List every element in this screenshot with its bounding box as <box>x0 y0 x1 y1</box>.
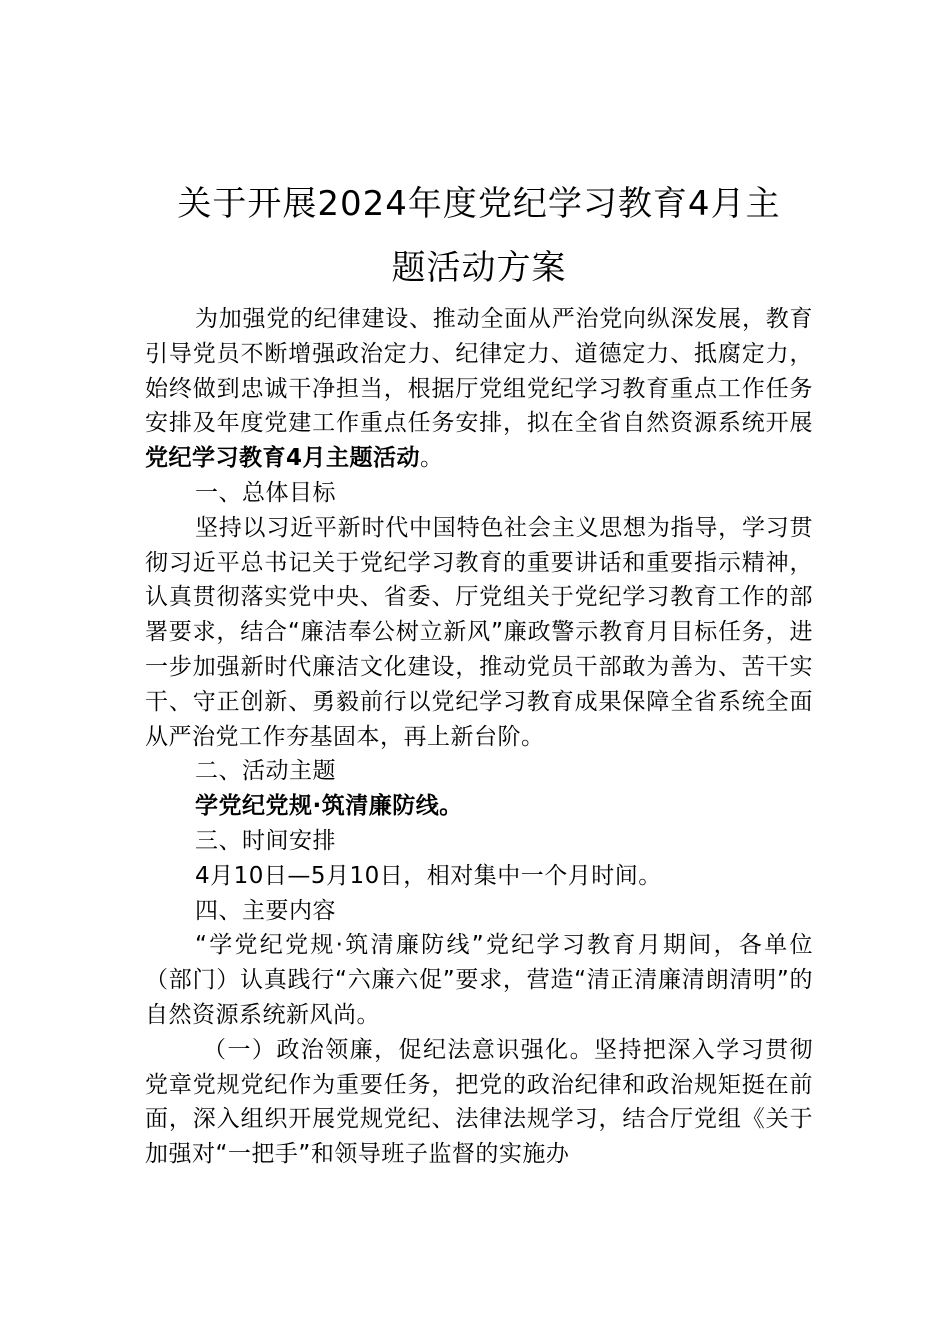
section-1-heading: 一、总体目标 <box>195 479 336 506</box>
intro-end: 。 <box>420 445 444 472</box>
section-4-heading: 四、主要内容 <box>195 897 336 924</box>
section-3-heading: 三、时间安排 <box>195 827 336 854</box>
title-line-2: 题活动方案 <box>391 248 567 288</box>
section-1-body: 坚持以习近平新时代中国特色社会主义思想为指导，学习贯彻习近平总书记关于党纪学习教育的重要讲话和重要指示精神，认真贯彻落实党中央、省委、厅党组关于党纪学习教育工作的部署要求，结合“廉洁奉公树立新风”廉政警示教育月目标任务，进一步加强新时代廉洁文化建设，推动党员干部敢为善为、苦干实干、守正创新、勇毅前行以党纪学习教育成果保障全省系统全面从严治党工作夯基固本，再上新台阶。 <box>145 514 813 750</box>
title-line-1: 关于开展2024年度党纪学习教育4月主 <box>177 184 781 224</box>
intro-bold-text: 党纪学习教育4月主题活动 <box>145 445 421 472</box>
intro-text: 为加强党的纪律建设、推动全面从严治党向纵深发展，教育引导党员不断增强政治定力、纪律定力、道德定力、抵腐定力，始终做到忠诚干净担当，根据厅党组党纪学习教育重点工作任务安排及年度党建工作重点任务安排，拟在全省自然资源系统开展 <box>145 306 813 437</box>
document-title <box>145 172 813 300</box>
section-4-item-1: （一）政治领廉，促纪法意识强化。坚持把深入学习贯彻党章党规党纪作为重要任务，把党的政治纪律和政治规矩挺在前面，深入组织开展党规党纪、法律法规学习，结合厅党组《关于加强对“一把手”和领导班子监督的实施办 <box>145 1036 813 1168</box>
intro-paragraph <box>145 302 813 476</box>
document-page <box>145 172 813 1172</box>
section-4-body: “学党纪党规·筑清廉防线”党纪学习教育月期间，各单位（部门）认真践行“六廉六促”要求，营造“清正清廉清朗清明”的自然资源系统新风尚。 <box>145 932 813 1028</box>
section-2-heading: 二、活动主题 <box>195 758 336 785</box>
activity-theme: 学党纪党规·筑清廉防线。 <box>195 793 463 820</box>
section-3-body: 4月10日—5月10日，相对集中一个月时间。 <box>195 862 662 889</box>
